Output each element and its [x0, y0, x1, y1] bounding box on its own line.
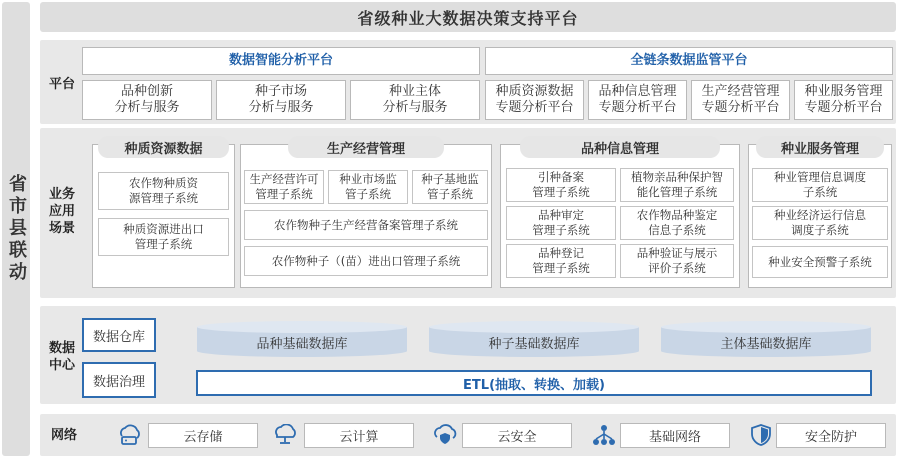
- production-subsystem-wide: 农作物种子生产经营备案管理子系统: [244, 210, 488, 240]
- sub-line: 生产经营许可: [249, 172, 319, 186]
- production-title: 生产经营管理: [288, 136, 444, 158]
- database-label: 种子基础数据库: [488, 336, 580, 352]
- platform-left-item: [82, 80, 212, 120]
- variety-subsystem: [620, 168, 734, 202]
- sub-line: 调度子系统: [791, 223, 849, 237]
- sub-line: 管理子系统: [134, 237, 193, 251]
- sub-line: 能化管理子系统: [636, 185, 718, 199]
- database-cylinder: [196, 320, 408, 358]
- sub-line: 植物亲品种保护智: [631, 170, 723, 184]
- production-subsystem: [244, 170, 324, 204]
- sub-line: 种质资源进出口: [123, 222, 204, 236]
- data-governance-box: 数据治理: [82, 362, 156, 398]
- label-line: 业务: [48, 187, 75, 202]
- germplasm-title: 种质资源数据: [98, 136, 229, 158]
- item-line: 生产经营管理: [701, 84, 780, 99]
- production-subsystem: [412, 170, 488, 204]
- sub-line: 农作物种质资: [129, 176, 198, 190]
- sub-line: 管子系统: [345, 187, 391, 201]
- sub-line: 信息子系统: [648, 223, 706, 237]
- variety-subsystem: [620, 244, 734, 278]
- sub-line: 品种验证与展示: [636, 246, 718, 260]
- service-subsystem: [752, 206, 888, 240]
- service-subsystem: [752, 168, 888, 202]
- network-item-base-network: 基础网络: [620, 423, 730, 448]
- platform-left-header: 数据智能分析平台: [82, 47, 480, 75]
- item-line: 品种信息管理: [598, 84, 677, 99]
- platform-left-item: [350, 80, 480, 120]
- item-line: 种业服务管理: [804, 84, 883, 99]
- variety-subsystem: [506, 244, 616, 278]
- sub-line: 管理子系统: [532, 261, 590, 275]
- platform-left-item: [216, 80, 346, 120]
- network-item-security-protection: 安全防护: [776, 423, 886, 448]
- shield-icon: [750, 424, 772, 446]
- network-item-cloud-computing: 云计算: [304, 423, 414, 448]
- label-line: 应用: [48, 204, 75, 219]
- variety-subsystem: [620, 206, 734, 240]
- platform-right-item: [588, 80, 687, 120]
- platform-label: 平台: [48, 77, 75, 92]
- item-line: 分析与服务: [382, 100, 448, 115]
- network-label: 网络: [50, 428, 77, 443]
- item-line: 专题分析平台: [804, 100, 883, 115]
- variety-title: 品种信息管理: [520, 136, 720, 158]
- sub-line: 种子基地监: [421, 172, 479, 186]
- item-line: 种业主体: [388, 84, 441, 99]
- variety-subsystem: [506, 206, 616, 240]
- platform-right-item: [691, 80, 790, 120]
- production-subsystem: [328, 170, 408, 204]
- side-label: 省市县联动: [6, 174, 27, 284]
- sub-line: 评价子系统: [648, 261, 706, 275]
- item-line: 专题分析平台: [598, 100, 677, 115]
- germplasm-subsystem: [98, 218, 229, 256]
- item-line: 分析与服务: [248, 100, 314, 115]
- sub-line: 品种审定: [538, 208, 584, 222]
- germplasm-subsystem: [98, 172, 229, 210]
- business-label: [44, 186, 80, 237]
- sub-line: 品种登记: [538, 246, 584, 260]
- production-subsystem-wide: 农作物种子（(苗）进出口管理子系统: [244, 246, 488, 276]
- database-cylinder: [428, 320, 640, 358]
- platform-right-item: [485, 80, 584, 120]
- label-line: 中心: [48, 358, 75, 373]
- sub-line: 种业市场监: [339, 172, 397, 186]
- item-line: 专题分析平台: [495, 100, 574, 115]
- germplasm-group: [92, 144, 235, 288]
- label-line: 数据: [48, 341, 75, 356]
- network-item-cloud-storage: 云存储: [148, 423, 258, 448]
- label-line: 场景: [48, 221, 75, 236]
- sub-line: 源管理子系统: [129, 191, 198, 205]
- page-title: 省级种业大数据决策支持平台: [40, 2, 896, 32]
- sub-line: 农作物品种鉴定: [636, 208, 718, 222]
- network-item-cloud-security: 云安全: [462, 423, 572, 448]
- item-line: 分析与服务: [114, 100, 180, 115]
- sub-line: 种业管理信息调度: [774, 170, 866, 184]
- service-title: 种业服务管理: [756, 136, 884, 158]
- data-warehouse-box: 数据仓库: [82, 318, 156, 352]
- network-topology-icon: [592, 424, 616, 446]
- cloud-security-icon: [432, 424, 458, 446]
- sub-line: 种业经济运行信息: [774, 208, 866, 222]
- sub-line: 子系统: [802, 185, 838, 199]
- platform-right-header: 全链条数据监管平台: [485, 47, 893, 75]
- cloud-computing-icon: [272, 424, 298, 446]
- cloud-storage-icon: [116, 424, 142, 446]
- item-line: 种子市场: [254, 84, 307, 99]
- database-label: 主体基础数据库: [720, 336, 812, 352]
- sub-line: 管理子系统: [255, 187, 313, 201]
- etl-bar: ETL(抽取、转换、加载): [196, 370, 872, 396]
- sub-line: 引种备案: [538, 170, 584, 184]
- sub-line: 管子系统: [427, 187, 473, 201]
- item-line: 种质资源数据: [495, 84, 574, 99]
- platform-right-item: [794, 80, 893, 120]
- database-label: 品种基础数据库: [256, 336, 348, 352]
- sub-line: 管理子系统: [532, 185, 590, 199]
- side-label-bar: [2, 2, 30, 456]
- datacenter-label: [44, 340, 80, 374]
- variety-subsystem: [506, 168, 616, 202]
- database-cylinder: [660, 320, 872, 358]
- item-line: 专题分析平台: [701, 100, 780, 115]
- service-subsystem: 种业安全预警子系统: [752, 246, 888, 278]
- item-line: 品种创新: [120, 84, 173, 99]
- sub-line: 管理子系统: [532, 223, 590, 237]
